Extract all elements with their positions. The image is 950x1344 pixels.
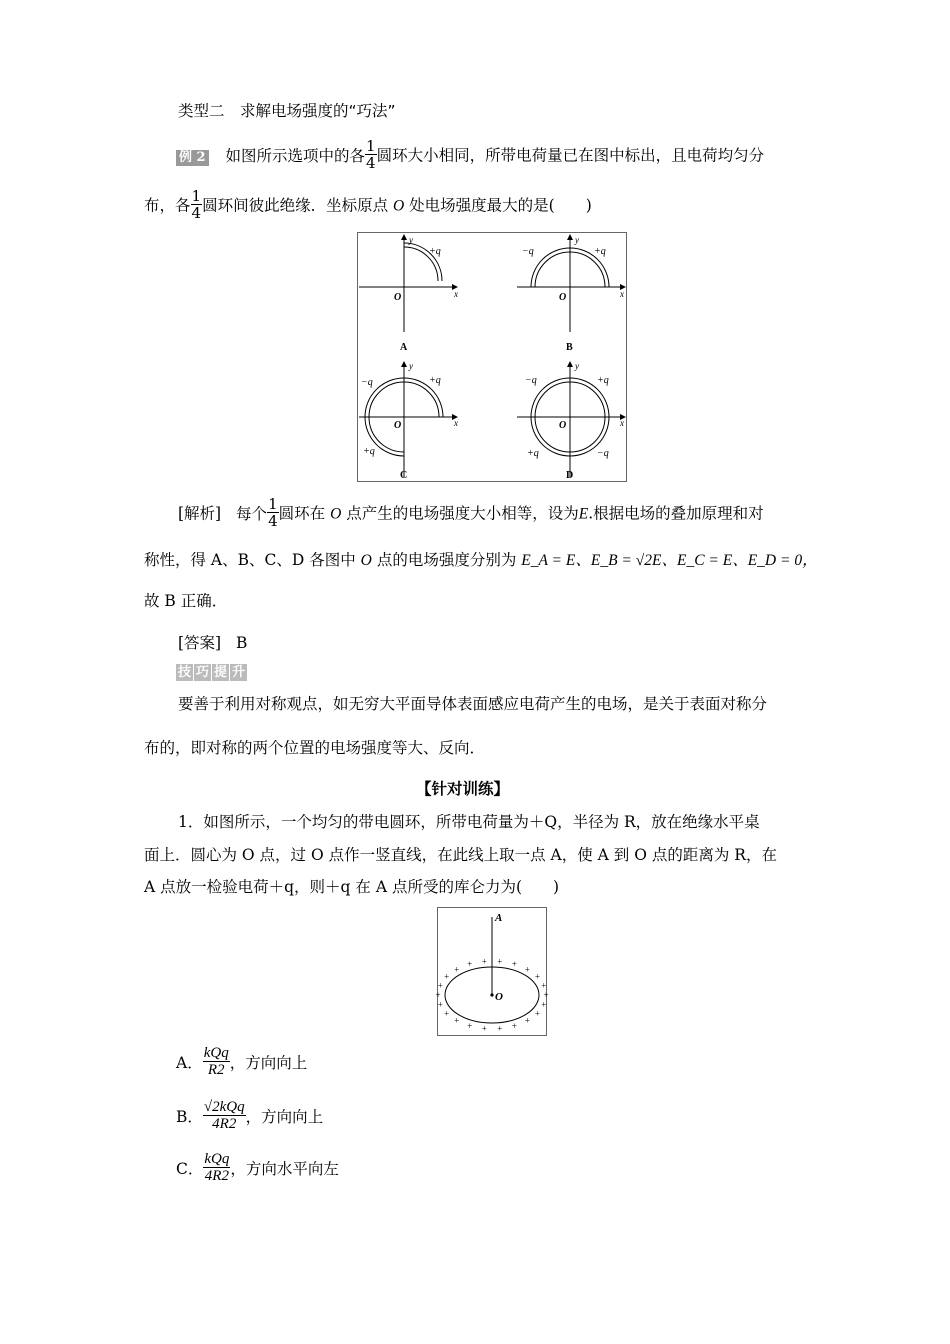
panel-label-d: D bbox=[566, 470, 574, 481]
plus-charge-sign: + bbox=[543, 990, 549, 1000]
svg-text:x: x bbox=[620, 289, 624, 299]
fraction-quarter: $\frac{1}{4}$ bbox=[366, 137, 376, 172]
skill-line-2: 布的，即对称的两个位置的电场强度等大、反向． bbox=[144, 739, 486, 757]
svg-text:−q: −q bbox=[597, 448, 609, 459]
analysis-line-1: [解析] 每个 $\frac{1}{4}$ 圆环在 O 点产生的电场强度大小相等，设为E.根据电场的叠加原理和对 bbox=[178, 495, 764, 530]
plus-charge-sign: + bbox=[497, 956, 503, 967]
svg-text:−q: −q bbox=[525, 375, 537, 386]
plus-charge-sign: + bbox=[534, 1008, 540, 1019]
training-title: 【针对训练】 bbox=[416, 779, 510, 798]
svg-text:y: y bbox=[575, 361, 579, 371]
svg-text:+q: +q bbox=[363, 446, 375, 457]
q1-line-2: 面上．圆心为 O 点，过 O 点作一竖直线，在此线上取一点 A，使 A 到 O 点的距离为 R，在 bbox=[144, 846, 777, 864]
panel-d bbox=[517, 361, 625, 481]
plus-charge-sign: + bbox=[524, 1015, 530, 1026]
point-o-label: O bbox=[495, 991, 503, 1003]
svg-text:+q: +q bbox=[527, 448, 539, 459]
plus-charge-sign: + bbox=[444, 971, 450, 982]
panel-b bbox=[517, 235, 625, 353]
plus-charge-sign: + bbox=[444, 1008, 450, 1019]
plus-charge-sign: + bbox=[454, 1015, 460, 1026]
option-c: C． $\frac{\text{kQq}}{4R2}$ ，方向水平向左 bbox=[176, 1151, 339, 1184]
svg-text:−q: −q bbox=[522, 246, 534, 257]
svg-text:+q: +q bbox=[429, 375, 441, 386]
analysis-line-3: 故 B 正确． bbox=[144, 592, 228, 610]
section-title: 类型二 求解电场强度的“巧法” bbox=[178, 102, 396, 120]
example-line-1: 例 2 如图所示选项中的各 $\frac{1}{4}$ 圆环大小相同，所带电荷量已在图中标出，且电荷均匀分 bbox=[176, 140, 764, 173]
panel-label-a: A bbox=[400, 342, 408, 353]
svg-text:y: y bbox=[409, 361, 413, 371]
plus-charge-sign: + bbox=[534, 971, 540, 982]
svg-text:−q: −q bbox=[361, 377, 373, 388]
panel-a bbox=[359, 235, 458, 353]
skill-tag: 技 巧 提 升 bbox=[178, 665, 246, 680]
example-line-2: 布，各 $\frac{1}{4}$ 圆环间彼此绝缘．坐标原点 O 处电场强度最大的是( ) bbox=[144, 187, 592, 222]
svg-text:O: O bbox=[559, 420, 567, 431]
svg-text:O: O bbox=[394, 420, 402, 431]
plus-charge-sign: + bbox=[467, 959, 473, 970]
svg-text:+q: +q bbox=[429, 246, 441, 257]
svg-text:x: x bbox=[454, 418, 458, 428]
svg-text:+q: +q bbox=[594, 246, 606, 257]
quadrant-rings-figure bbox=[357, 232, 627, 482]
point-a-label: A bbox=[495, 912, 503, 924]
skill-line-1: 要善于利用对称观点，如无穷大平面导体表面感应电荷产生的电场，是关于表面对称分 bbox=[178, 695, 768, 713]
panel-label-b: B bbox=[566, 342, 573, 353]
option-a: A． $\frac{\text{kQq}}{R2}$ ，方向向上 bbox=[176, 1045, 308, 1078]
q1-line-3: A 点放一检验电荷＋q，则＋q 在 A 点所受的库仑力为( ) bbox=[144, 878, 560, 896]
plus-charge-sign: + bbox=[541, 999, 547, 1010]
svg-text:x: x bbox=[620, 418, 624, 428]
plus-charge-sign: + bbox=[481, 956, 487, 967]
analysis-line-2: 称性，得 A、B、C、D 各图中 O 点的电场强度分别为 E_A = E、E_B = √2E、E_C = E、E_D = 0， bbox=[144, 551, 818, 569]
analysis-tag: [解析] bbox=[178, 504, 222, 523]
plus-charge-sign: + bbox=[437, 999, 443, 1010]
fraction-quarter: $\frac{1}{4}$ bbox=[191, 187, 202, 222]
plus-charge-sign: + bbox=[497, 1023, 503, 1034]
plus-charge-sign: + bbox=[454, 964, 460, 975]
plus-charge-sign: + bbox=[511, 1020, 517, 1031]
plus-charge-sign: + bbox=[541, 980, 547, 991]
answer: [答案] B bbox=[178, 634, 248, 652]
svg-text:y: y bbox=[575, 235, 579, 245]
svg-text:O: O bbox=[394, 292, 402, 303]
fraction-quarter: $\frac{1}{4}$ bbox=[268, 495, 278, 530]
svg-text:O: O bbox=[559, 292, 567, 303]
field-equations: E_A = E、E_B = √2E、E_C = E、E_D = 0， bbox=[521, 552, 818, 569]
q1-line-1: 1．如图所示，一个均匀的带电圆环，所带电荷量为＋Q，半径为 R，放在绝缘水平桌 bbox=[178, 813, 760, 831]
plus-charge-sign: + bbox=[435, 990, 441, 1000]
plus-charge-sign: + bbox=[511, 959, 517, 970]
plus-charge-sign: + bbox=[481, 1023, 487, 1034]
charged-ring-figure bbox=[437, 907, 547, 1036]
panel-c bbox=[359, 361, 458, 481]
svg-text:x: x bbox=[454, 289, 458, 299]
svg-text:+q: +q bbox=[597, 375, 609, 386]
example-tag: 例 2 bbox=[176, 150, 209, 166]
svg-text:y: y bbox=[409, 235, 413, 245]
panel-label-c: C bbox=[400, 470, 408, 481]
plus-charge-sign: + bbox=[524, 964, 530, 975]
plus-charge-sign: + bbox=[437, 980, 443, 991]
plus-charge-sign: + bbox=[467, 1020, 473, 1031]
option-b: B． $\frac{\text{√2kQq}}{4R2}$ ，方向向上 bbox=[176, 1099, 324, 1132]
